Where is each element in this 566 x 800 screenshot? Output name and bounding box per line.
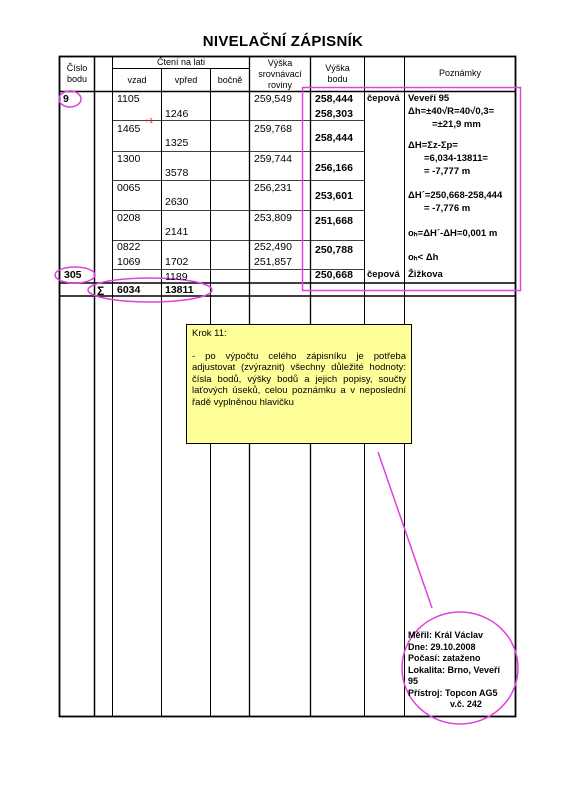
header-line: Číslo — [66, 63, 88, 73]
footer-block — [408, 630, 500, 711]
header-vyska-srovnavaci-roviny — [250, 58, 310, 91]
srovnavaci-value: 259,549 — [254, 93, 292, 105]
footer-pocasi: Počasí: zataženo — [408, 653, 481, 663]
vpred-value: 2141 — [165, 226, 189, 238]
sigma-symbol: Σ — [97, 284, 105, 298]
remark-line: Veveří 95 — [408, 93, 450, 104]
vpred-value: 1246 — [165, 108, 189, 120]
vpred-value: 2630 — [165, 196, 189, 208]
header-vyska-bodu — [311, 63, 364, 85]
vpred-value: 1325 — [165, 137, 189, 149]
vzad-value: 0208 — [117, 212, 141, 224]
note-heading: Krok 11: — [192, 328, 227, 339]
header-line: bodu — [327, 74, 348, 84]
header-vpred: vpřed — [174, 75, 198, 85]
remark-line: oₕ< Δh — [408, 252, 439, 263]
footer-meril: Měřil: Král Václav — [408, 630, 484, 640]
vzad-value: 1465 — [117, 123, 141, 135]
header-line: Výška — [325, 63, 350, 73]
srovnavaci-value: 256,231 — [254, 182, 292, 194]
header-vzad: vzad — [127, 75, 147, 85]
remark-line: Žižkova — [408, 269, 443, 280]
remark-line: =6,034-13811= — [424, 153, 488, 164]
point-start: 9 — [63, 93, 69, 105]
remark-line: ΔH´=250,668-258,444 — [408, 190, 503, 201]
instruction-note — [186, 324, 412, 444]
remark-line: = -7,777 m — [424, 166, 471, 177]
vyska-bodu-value: 253,601 — [315, 190, 353, 202]
remark-line: = -7,776 m — [424, 203, 471, 214]
vzad-value: 0065 — [117, 182, 141, 194]
point-end: 305 — [64, 269, 82, 281]
footer-lokalita-cont: 95 — [408, 676, 419, 686]
sum-vzad: 6034 — [117, 284, 141, 296]
footer-pristroj: Přístroj: Topcon AG5 — [408, 687, 498, 698]
srovnavaci-value: 251,857 — [254, 256, 292, 268]
vpred-value: 1189 — [165, 271, 188, 283]
header-line: roviny — [267, 80, 292, 90]
vyska-bodu-value: 256,166 — [315, 162, 353, 174]
vyska-bodu-value: 258,444 — [315, 93, 353, 105]
srovnavaci-value: 252,490 — [254, 241, 292, 253]
stabilizace-end: čepová — [367, 269, 400, 280]
vzad-value: 0822 — [117, 241, 141, 253]
srovnavaci-value: 259,768 — [254, 123, 292, 135]
sum-vpred: 13811 — [165, 284, 194, 296]
vzad-value: 1105 — [117, 93, 140, 105]
footer-dne: Dne: 29.10.2008 — [408, 641, 476, 652]
vpred-value: 3578 — [165, 167, 189, 179]
header-bocne: bočně — [217, 75, 243, 85]
srovnavaci-value: 259,744 — [254, 153, 292, 165]
stabilizace-start: čepová — [367, 93, 400, 104]
vzad-correction: +1 — [145, 118, 153, 125]
srovnavaci-value: 253,809 — [254, 212, 292, 224]
remark-line: =±21,9 mm — [432, 119, 481, 130]
vpred-value: 1702 — [165, 256, 189, 268]
footer-vc: v.č. 242 — [450, 699, 482, 709]
vzad-value: 1069 — [117, 256, 141, 268]
vyska-bodu-value: 251,668 — [315, 215, 353, 227]
header-line: srovnávací — [258, 69, 302, 79]
vyska-bodu-value: 250,788 — [315, 244, 353, 256]
remark-line: Δh=±40√R=40√0,3= — [408, 106, 495, 117]
vzad-value: 1300 — [117, 153, 141, 165]
header-cteni-na-lati: Čtení na lati — [156, 57, 206, 67]
remark-line: oₕ=ΔH´-ΔH=0,001 m — [408, 228, 498, 239]
vyska-bodu-value: 250,668 — [315, 269, 353, 281]
footer-lokalita: Lokalita: Brno, Veveří — [408, 664, 501, 675]
header-line: bodu — [66, 74, 88, 84]
header-cislo-bodu — [60, 63, 94, 85]
remark-line: ΔH=Σz-Σp= — [408, 140, 458, 151]
vyska-bodu-value: 258,444 — [315, 132, 353, 144]
header-poznamky: Poznámky — [438, 68, 482, 78]
header-line: Výška — [267, 58, 293, 68]
vyska-bodu-value: 258,303 — [315, 108, 353, 120]
page-title: NIVELAČNÍ ZÁPISNÍK — [202, 33, 364, 50]
note-body: - po výpočtu celého zápisníku je potřeba adjustovat (zvýraznit) všechny důležité hodnoty: čísla bodů, výšky bodů a jejich popisy, součty laťových úseků, celou poznámku a v neposlední řadě vyplněnou hlavičku — [192, 350, 406, 408]
